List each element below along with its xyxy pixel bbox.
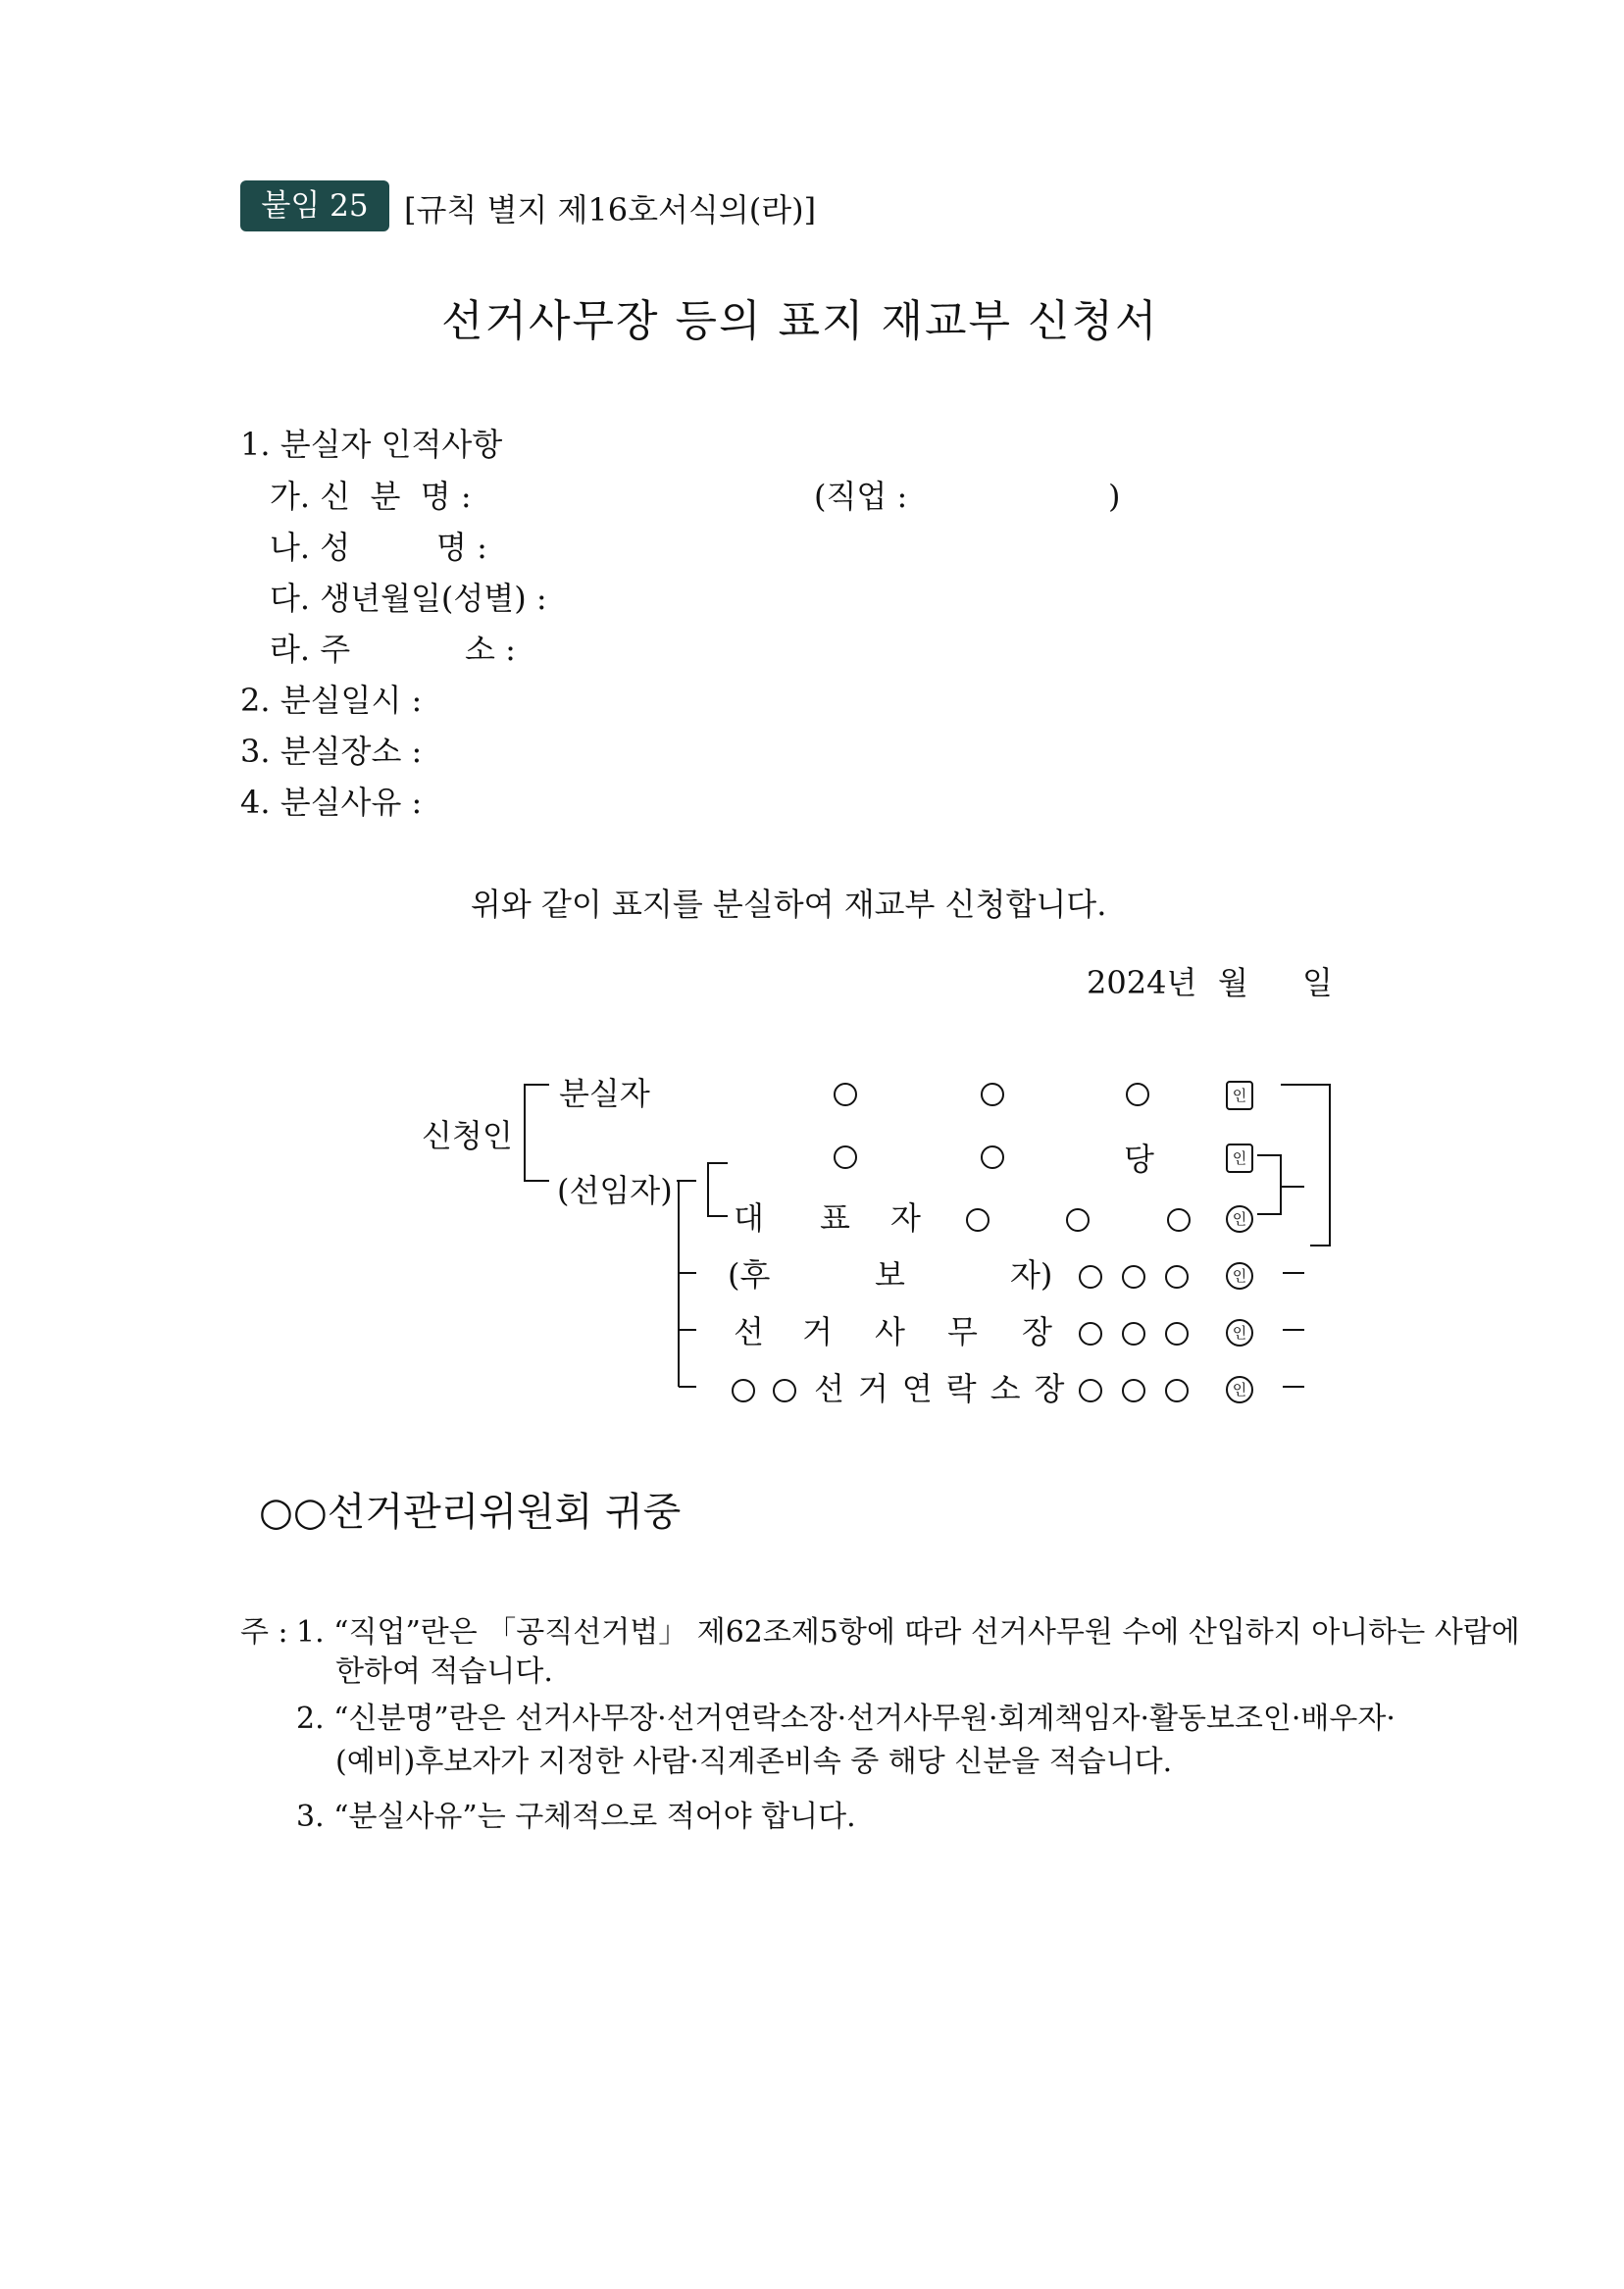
name-placeholder-circle bbox=[1167, 1208, 1191, 1232]
name-placeholder-circle bbox=[1079, 1265, 1102, 1289]
seal-icon: 인 bbox=[1226, 1144, 1253, 1173]
name-placeholder-circle bbox=[773, 1379, 796, 1402]
field-name-label-suffix: 명 : bbox=[436, 529, 487, 566]
name-placeholder-circle bbox=[1122, 1265, 1145, 1289]
date-year: 2024년 bbox=[1087, 964, 1197, 1001]
note-3: 3. “분실사유”는 구체적으로 적어야 합니다. bbox=[296, 1800, 856, 1834]
manager-label-5: 장 bbox=[1022, 1313, 1052, 1350]
manager-label-3: 사 bbox=[875, 1313, 905, 1350]
representative-label-2: 표 bbox=[820, 1199, 850, 1237]
field-occupation-label: (직업 : bbox=[814, 478, 908, 515]
field-name-label: 나. 성 bbox=[270, 529, 351, 566]
date-day: 일 bbox=[1302, 964, 1333, 1001]
section-4-lost-reason: 4. 분실사유 : bbox=[240, 784, 423, 821]
candidate-label-2: 보 bbox=[875, 1256, 905, 1294]
seal-icon: 인 bbox=[1226, 1081, 1253, 1110]
field-occupation-close: ) bbox=[1108, 478, 1121, 515]
appointer-label: (선임자) bbox=[557, 1172, 673, 1209]
attachment-badge: 붙임 25 bbox=[240, 180, 389, 231]
note-1-line-2: 한하여 적습니다. bbox=[335, 1654, 553, 1689]
application-statement: 위와 같이 표지를 분실하여 재교부 신청합니다. bbox=[471, 886, 1107, 923]
candidate-label-3: 자) bbox=[1010, 1256, 1053, 1294]
name-placeholder-circle bbox=[1079, 1322, 1102, 1346]
applicant-label: 신청인 bbox=[422, 1117, 513, 1154]
manager-label-1: 선 bbox=[734, 1313, 764, 1350]
name-placeholder-circle bbox=[1165, 1265, 1189, 1289]
name-placeholder-circle bbox=[834, 1083, 857, 1106]
lost-person-label: 분실자 bbox=[559, 1075, 650, 1112]
manager-label-4: 무 bbox=[947, 1313, 978, 1350]
seal-icon: 인 bbox=[1226, 1205, 1253, 1233]
name-placeholder-circle bbox=[732, 1379, 755, 1402]
liaison-office-label: 선거연락소장 bbox=[814, 1370, 1079, 1407]
addressee: ○○선거관리위원회 귀중 bbox=[259, 1490, 682, 1535]
name-placeholder-circle bbox=[1066, 1208, 1090, 1232]
representative-label-1: 대 bbox=[734, 1199, 764, 1237]
name-placeholder-circle bbox=[1165, 1322, 1189, 1346]
name-placeholder-circle bbox=[966, 1208, 990, 1232]
name-placeholder-circle bbox=[1165, 1379, 1189, 1402]
notes-prefix: 주 : bbox=[240, 1615, 288, 1650]
field-position-label: 가. 신 분 명 : bbox=[270, 478, 472, 515]
field-address-label-suffix: 소 : bbox=[465, 631, 516, 668]
date-month: 월 bbox=[1218, 964, 1248, 1001]
seal-icon: 인 bbox=[1226, 1262, 1253, 1290]
form-reference: [규칙 별지 제16호서식의(라)] bbox=[404, 191, 817, 229]
name-placeholder-circle bbox=[1126, 1083, 1149, 1106]
note-2-line-2: (예비)후보자가 지정한 사람·직계존비속 중 해당 신분을 적습니다. bbox=[335, 1745, 1173, 1779]
section-1-heading: 1. 분실자 인적사항 bbox=[240, 426, 503, 463]
note-1-line-1: 1. “직업”란은 「공직선거법」 제62조제5항에 따라 선거사무원 수에 산입하지 아니하는 사람에 bbox=[296, 1615, 1520, 1650]
name-placeholder-circle bbox=[981, 1145, 1004, 1169]
party-suffix: 당 bbox=[1124, 1141, 1154, 1178]
section-2-lost-datetime: 2. 분실일시 : bbox=[240, 682, 423, 719]
note-2-line-1: 2. “신분명”란은 선거사무장·선거연락소장·선거사무원·회계책임자·활동보조인·배우자· bbox=[296, 1702, 1396, 1736]
field-birthdate-label: 다. 생년월일(성별) : bbox=[270, 580, 547, 617]
name-placeholder-circle bbox=[1122, 1322, 1145, 1346]
field-address-label: 라. 주 bbox=[270, 631, 351, 668]
representative-label-3: 자 bbox=[890, 1199, 921, 1237]
name-placeholder-circle bbox=[1122, 1379, 1145, 1402]
name-placeholder-circle bbox=[834, 1145, 857, 1169]
name-placeholder-circle bbox=[1079, 1379, 1102, 1402]
manager-label-2: 거 bbox=[802, 1313, 833, 1350]
candidate-label-1: (후 bbox=[728, 1256, 771, 1294]
name-placeholder-circle bbox=[981, 1083, 1004, 1106]
section-3-lost-place: 3. 분실장소 : bbox=[240, 733, 423, 770]
document-title: 선거사무장 등의 표지 재교부 신청서 bbox=[441, 296, 1159, 346]
seal-icon: 인 bbox=[1226, 1376, 1253, 1403]
seal-icon: 인 bbox=[1226, 1319, 1253, 1347]
